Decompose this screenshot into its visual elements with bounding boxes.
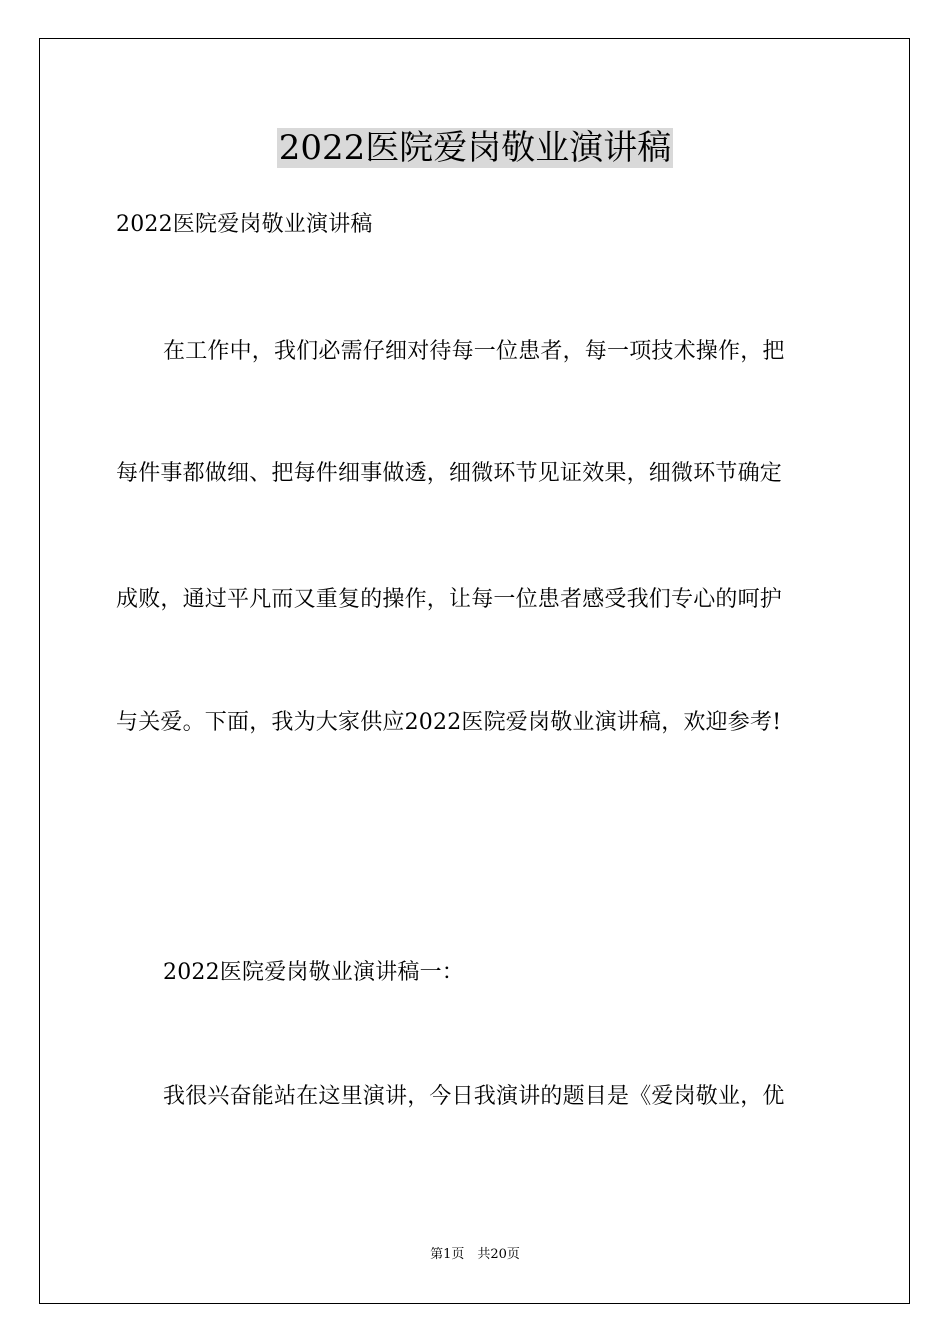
subtitle-line: 2022医院爱岗敬业演讲稿 [116,212,373,237]
section-heading: 2022医院爱岗敬业演讲稿一： [163,960,464,985]
paragraph-line: 成败，通过平凡而又重复的操作，让每一位患者感受我们专心的呵护 [116,587,783,612]
paragraph-line: 每件事都做细、把每件细事做透，细微环节见证效果，细微环节确定 [116,461,783,486]
document-title: 2022医院爱岗敬业演讲稿 [278,128,672,168]
page-footer: 第1页 共20页 [430,1247,520,1262]
paragraph-line: 与关爱。下面，我为大家供应2022医院爱岗敬业演讲稿，欢迎参考! [116,710,782,735]
paragraph-line: 我很兴奋能站在这里演讲，今日我演讲的题目是《爱岗敬业，优 [163,1084,785,1109]
title-container [0,128,950,168]
paragraph-line: 在工作中，我们必需仔细对待每一位患者，每一项技术操作，把 [163,339,785,364]
